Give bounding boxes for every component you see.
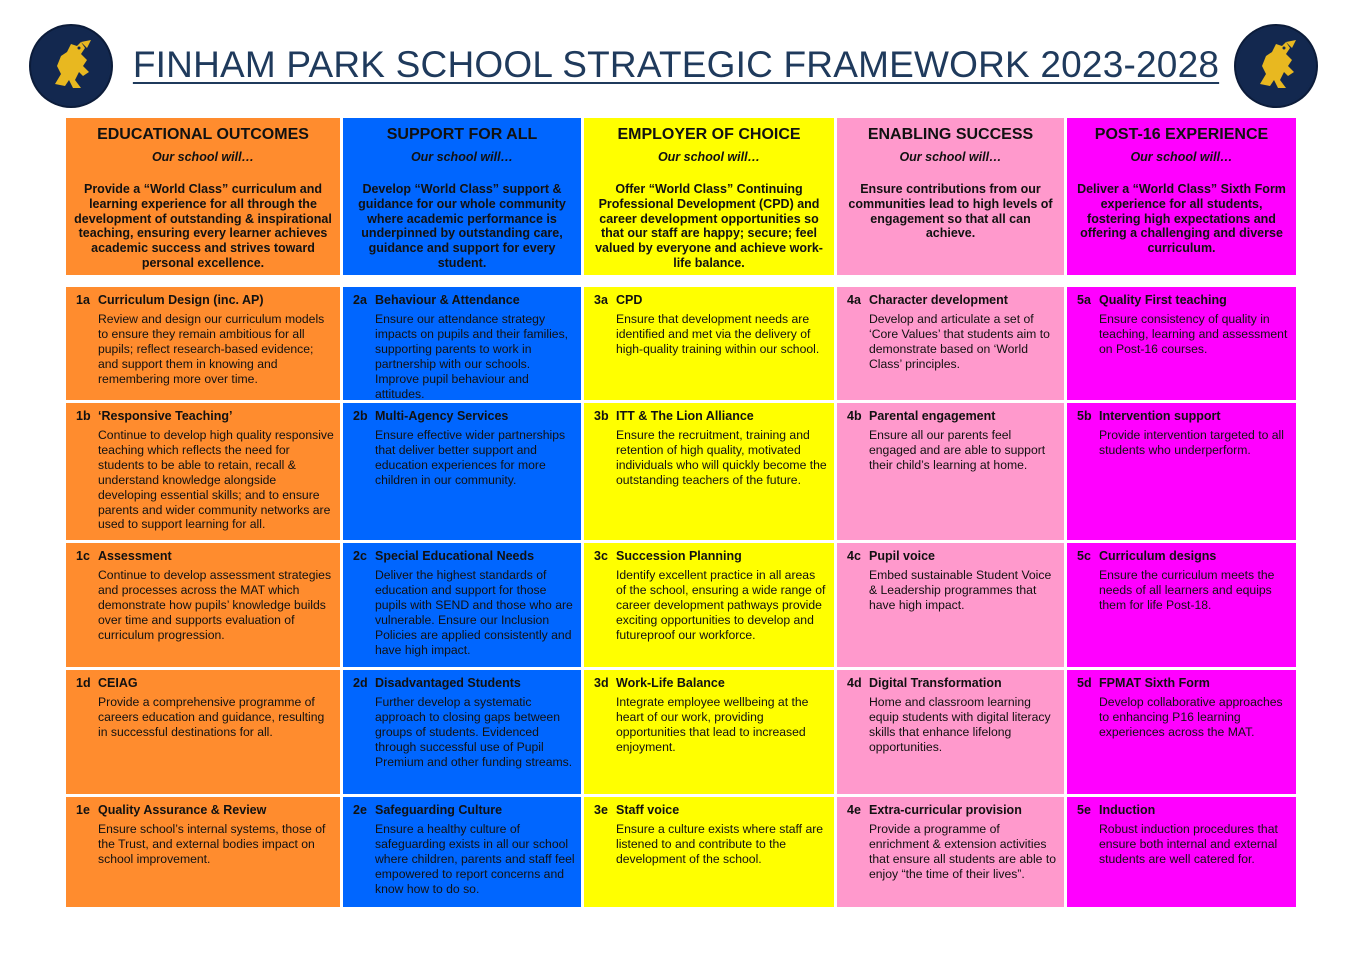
item-text: Develop collaborative approaches to enhancing P16 learning experiences across the MAT. <box>1099 695 1283 739</box>
column-subheading: Our school will… <box>410 150 514 164</box>
item-code: 3a <box>594 293 608 307</box>
column-header-educational-outcomes <box>66 118 340 275</box>
framework-item-2d <box>343 670 581 794</box>
column-header-employer-of-choice <box>584 118 834 275</box>
item-text: Continue to develop high quality responsive teaching which reflects the need for students to be able to retain, recall & understand knowledge alongside developing essential skills; and to ensure parents and wider community networks are used to support learning for all. <box>98 428 334 532</box>
item-text: Review and design our curriculum models to ensure they remain ambitious for all pupils; reflect research-based evidence; and support them in knowing and remembering more over time. <box>98 312 325 386</box>
item-text: Robust induction procedures that ensure both internal and external students are well catered for. <box>1099 822 1278 866</box>
framework-item-1b <box>66 403 340 540</box>
column-header-enabling-success <box>837 118 1064 275</box>
item-code: 2d <box>353 676 368 690</box>
item-code: 5a <box>1077 293 1091 307</box>
item-text: Ensure our attendance strategy impacts on pupils and their families, supporting parents to work in partnership with our schools. Improve pupil behaviour and attitudes. <box>375 312 569 400</box>
column-heading: POST-16 EXPERIENCE <box>1094 126 1269 143</box>
item-text: Embed sustainable Student Voice & Leadership programmes that have high impact. <box>869 568 1052 612</box>
framework-item-4b <box>837 403 1064 540</box>
column-heading: EDUCATIONAL OUTCOMES <box>97 126 309 143</box>
item-code: 5c <box>1077 549 1091 563</box>
item-title: Multi-Agency Services <box>375 409 509 423</box>
item-code: 3c <box>594 549 608 563</box>
column-description: Offer “World Class” Continuing Professional Development (CPD) and career development opportunities so that our staff are happy; secure; feel valued by everyone and achieve work-life balance. <box>595 182 823 270</box>
framework-item-1c <box>66 543 340 667</box>
item-title: Curriculum designs <box>1099 549 1217 563</box>
item-text: Provide a comprehensive programme of careers education and guidance, resulting in successful destinations for all. <box>98 695 325 739</box>
framework-item-3a <box>584 287 834 400</box>
item-code: 4e <box>847 803 861 817</box>
item-title: FPMAT Sixth Form <box>1099 676 1210 690</box>
item-text: Further develop a systematic approach to closing gaps between groups of students. Evidenced through successful use of Pupil Premium and other funding streams. <box>375 695 573 769</box>
framework-item-3c <box>584 543 834 667</box>
item-code: 3b <box>594 409 609 423</box>
framework-item-1a <box>66 287 340 400</box>
item-code: 3e <box>594 803 608 817</box>
framework-item-5b <box>1067 403 1296 540</box>
item-code: 5e <box>1077 803 1091 817</box>
framework-item-4d <box>837 670 1064 794</box>
item-code: 5b <box>1077 409 1092 423</box>
column-description: Deliver a “World Class” Sixth Form experience for all students, fostering high expectations and offering a challenging and diverse curriculum. <box>1077 182 1286 256</box>
framework-item-2b <box>343 403 581 540</box>
item-text: Ensure all our parents feel engaged and are able to support their child’s learning at home. <box>869 428 1046 472</box>
item-text: Provide a programme of enrichment & extension activities that ensure all students are able to enjoy “the time of their lives”. <box>869 822 1056 881</box>
item-text: Ensure the recruitment, training and retention of high quality, motivated individuals who will quickly become the outstanding teachers of the future. <box>616 428 827 487</box>
lion-rampant-crest-icon <box>31 26 111 106</box>
column-subheading: Our school will… <box>151 150 255 164</box>
item-text: Develop and articulate a set of ‘Core Values’ that students aim to demonstrate based on ‘World Class’ principles. <box>869 312 1050 371</box>
item-text: Ensure consistency of quality in teaching, learning and assessment on Post-16 courses. <box>1099 312 1288 356</box>
column-subheading: Our school will… <box>657 150 761 164</box>
item-title: ITT & The Lion Alliance <box>616 409 754 423</box>
framework-item-1e <box>66 797 340 907</box>
item-title: Succession Planning <box>616 549 742 563</box>
framework-item-4e <box>837 797 1064 907</box>
item-text: Continue to develop assessment strategies and processes across the MAT which demonstrate how pupils’ knowledge builds over time and supports evaluation of curriculum progression. <box>98 568 332 642</box>
item-title: Quality Assurance & Review <box>98 803 267 817</box>
school-crest-left-icon <box>31 26 111 106</box>
item-title: Induction <box>1099 803 1156 817</box>
item-code: 1d <box>76 676 91 690</box>
column-header-post-16-experience <box>1067 118 1296 275</box>
item-title: Extra-curricular provision <box>869 803 1022 817</box>
item-code: 2c <box>353 549 367 563</box>
item-code: 2e <box>353 803 367 817</box>
item-code: 5d <box>1077 676 1092 690</box>
framework-grid <box>66 118 1290 914</box>
item-text: Provide intervention targeted to all students who underperform. <box>1099 428 1284 457</box>
item-title: Parental engagement <box>869 409 996 423</box>
item-code: 2b <box>353 409 368 423</box>
item-text: Ensure a culture exists where staff are listened to and contribute to the development of the school. <box>616 822 824 866</box>
item-code: 3d <box>594 676 609 690</box>
item-code: 1b <box>76 409 91 423</box>
item-text: Integrate employee wellbeing at the heart of our work, providing opportunities that lead to increased enjoyment. <box>616 695 809 754</box>
framework-item-4c <box>837 543 1064 667</box>
item-text: Ensure the curriculum meets the needs of all learners and equips them for life Post-18. <box>1099 568 1275 612</box>
framework-item-5d <box>1067 670 1296 794</box>
item-title: Pupil voice <box>869 549 935 563</box>
framework-item-2e <box>343 797 581 907</box>
item-code: 4c <box>847 549 861 563</box>
framework-item-2a <box>343 287 581 400</box>
item-title: ‘Responsive Teaching’ <box>98 409 233 423</box>
item-text: Ensure effective wider partnerships that deliver better support and education experiences for more children in our community. <box>375 428 566 487</box>
page-title: FINHAM PARK SCHOOL STRATEGIC FRAMEWORK 2023-2028 <box>132 44 1220 85</box>
item-text: Ensure that development needs are identified and met via the delivery of high-quality training within our school. <box>616 312 820 356</box>
item-title: Safeguarding Culture <box>375 803 503 817</box>
column-subheading: Our school will… <box>899 150 1002 164</box>
framework-item-5e <box>1067 797 1296 907</box>
item-title: Character development <box>869 293 1008 307</box>
column-heading: EMPLOYER OF CHOICE <box>617 126 801 143</box>
item-title: Quality First teaching <box>1099 293 1227 307</box>
item-code: 1a <box>76 293 90 307</box>
framework-item-3b <box>584 403 834 540</box>
column-subheading: Our school will… <box>1130 150 1233 164</box>
framework-item-5c <box>1067 543 1296 667</box>
framework-item-5a <box>1067 287 1296 400</box>
item-text: Ensure school’s internal systems, those of the Trust, and external bodies impact on school improvement. <box>98 822 326 866</box>
column-description: Develop “World Class” support & guidance for our whole community where academic performance is underpinned by outstanding care, guidance and support for every student. <box>358 182 566 270</box>
item-code: 4b <box>847 409 862 423</box>
item-text: Home and classroom learning equip students with digital literacy skills that enhance lifelong opportunities. <box>869 695 1051 754</box>
item-title: CEIAG <box>98 676 138 690</box>
item-code: 2a <box>353 293 367 307</box>
column-description: Ensure contributions from our communities lead to high levels of engagement so that all can achieve. <box>848 182 1053 241</box>
lion-rampant-crest-icon <box>1236 26 1316 106</box>
item-title: Digital Transformation <box>869 676 1002 690</box>
item-title: Assessment <box>98 549 172 563</box>
item-title: Behaviour & Attendance <box>375 293 520 307</box>
item-title: Curriculum Design (inc. AP) <box>98 293 264 307</box>
column-description: Provide a “World Class” curriculum and learning experience for all through the development of outstanding & inspirational teaching, ensuring every learner achieves academic success and strives toward personal excellence. <box>74 182 332 270</box>
column-heading: ENABLING SUCCESS <box>867 126 1034 143</box>
framework-item-1d <box>66 670 340 794</box>
item-code: 4a <box>847 293 861 307</box>
item-title: Disadvantaged Students <box>375 676 521 690</box>
framework-item-4a <box>837 287 1064 400</box>
framework-item-3d <box>584 670 834 794</box>
item-code: 1c <box>76 549 90 563</box>
item-text: Deliver the highest standards of education and support for those pupils with SEND and those who are vulnerable. Ensure our Inclusion Policies are applied consistently and have high impact. <box>375 568 573 657</box>
school-crest-right-icon <box>1236 26 1316 106</box>
framework-item-3e <box>584 797 834 907</box>
item-title: CPD <box>616 293 643 307</box>
column-header-support-for-all <box>343 118 581 275</box>
column-heading: SUPPORT FOR ALL <box>386 126 538 143</box>
item-title: Staff voice <box>616 803 680 817</box>
item-text: Identify excellent practice in all areas of the school, ensuring a wide range of career development pathways provide exciting opportunities to develop and futureproof our workforce. <box>616 568 826 642</box>
item-title: Special Educational Needs <box>375 549 535 563</box>
framework-item-2c <box>343 543 581 667</box>
item-code: 1e <box>76 803 90 817</box>
item-title: Intervention support <box>1099 409 1221 423</box>
item-text: Ensure a healthy culture of safeguarding exists in all our school where children, parents and staff feel empowered to report concerns and know how to do so. <box>375 822 575 896</box>
item-code: 4d <box>847 676 862 690</box>
item-title: Work-Life Balance <box>616 676 725 690</box>
